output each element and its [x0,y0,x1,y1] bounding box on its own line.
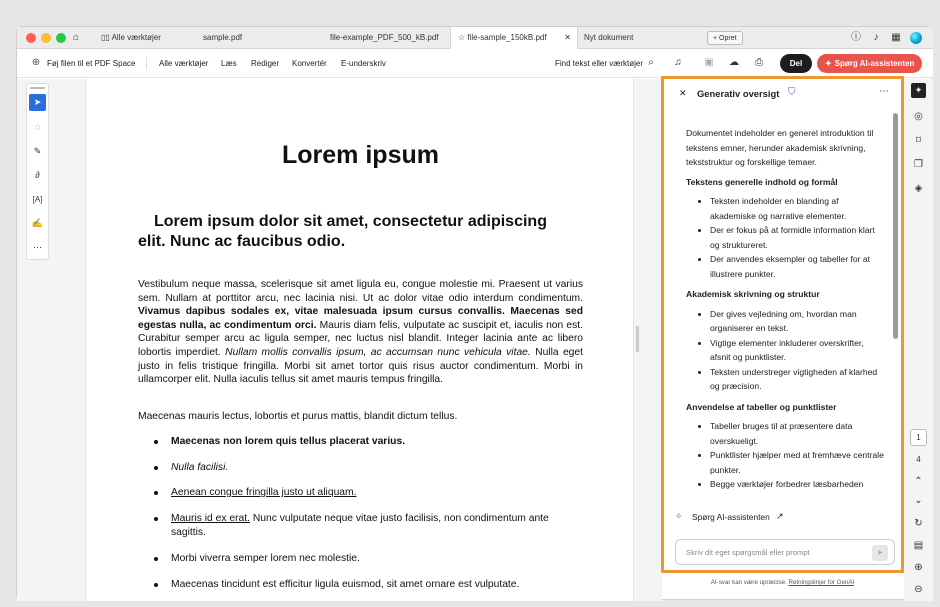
minimize-window-button[interactable] [41,33,51,43]
tab-all-tools[interactable] [97,27,192,49]
text-select-icon[interactable]: [A] [32,195,43,204]
maximize-window-button[interactable] [56,33,66,43]
app-window [16,26,932,600]
underlined-text: Aenean congue fringilla justo ut aliquam. [171,487,357,498]
sign-tool-icon[interactable]: ✍ [31,218,44,228]
search-icon[interactable]: ⌕ [648,57,654,68]
save-icon[interactable]: ▣ [704,57,714,68]
tab-label: file-sample_150kB.pdf [467,33,547,42]
star-icon[interactable]: ☆ [458,33,466,42]
summary-list [686,194,884,281]
bell-icon[interactable]: ♪ [873,32,879,43]
tool-panel [26,83,49,260]
page-fit-icon[interactable]: ▤ [913,540,924,551]
ai-prompt-input[interactable] [675,539,895,565]
tab-label: sample.pdf [203,33,243,42]
tab-file-sample[interactable] [450,27,578,49]
bold-text-run: Vivamus dapibus sodales ex, vitae malesuada ipsum cursus convallis. Maecenas sed egestas nulla, ac condimentum orci. [138,306,583,331]
summary-item: • Der er fokus på at formidle information klart og struktureret. [710,223,884,252]
summary-item: • Teksten understreger vigtigheden af klarhed og præcision. [710,365,884,394]
share-button[interactable]: Del [780,54,812,73]
zoom-out-icon[interactable]: ⊖ [914,584,923,595]
summary-section-title: Akademisk skrivning og struktur [686,289,820,299]
menu-esign[interactable]: E-underskriv [341,59,386,68]
rotate-icon[interactable]: ↻ [914,518,923,529]
more-tools-icon[interactable]: ⋯ [33,242,42,252]
summary-item: • Der anvendes eksempler og tabeller for at illustrere punkter. [710,252,884,281]
panel-handle[interactable] [30,87,45,89]
page-number-input[interactable]: 1 [910,429,927,446]
ask-ai-row [664,507,901,527]
ai-disclaimer [661,579,904,586]
headphones-icon[interactable]: ♫ [674,57,682,68]
tab-label: file-example_PDF_500_kB.pdf [330,33,439,42]
chevron-up-icon[interactable]: ⌃ [914,476,923,487]
ai-assistant-button[interactable] [817,54,922,73]
open-external-icon[interactable]: ↗ [776,511,784,521]
home-icon[interactable]: ⌂ [72,32,80,43]
ai-summary-icon[interactable]: ✦ [911,83,926,98]
ai-spark-icon: ✦ [825,59,832,68]
summary-section-title: Tekstens generelle indhold og formål [686,176,838,187]
text-run: Nunc vulputate neque vitae justo facilisis, non condimentum ante sagittis. [171,513,549,538]
genai-guidelines-link[interactable]: Retningslinjer for GenAI [788,579,855,586]
pages-icon[interactable]: ❐ [914,159,923,170]
find-text-button[interactable]: Find tekst eller værktøjer [555,59,644,68]
tab-new-document[interactable] [584,27,694,49]
summary-item: • Der gives vejledning om, hvordan man organiserer en tekst. [710,307,884,336]
menu-read[interactable]: Læs [221,59,237,68]
tools-icon: ▯▯ [101,33,110,42]
tab-sample[interactable] [203,27,323,49]
tab-bar [17,27,933,49]
panel-resize-handle[interactable] [636,326,639,352]
send-icon[interactable]: ➤ [872,545,888,561]
summary-list [686,307,884,394]
paragraph-1 [138,278,583,387]
prompt-placeholder: Skriv dit eget spørgsmål eller prompt [686,548,810,557]
pdf-page [85,79,634,601]
upload-cloud-icon[interactable]: ☁ [729,57,739,68]
summary-intro: Dokumentet indeholder en generel introduktion til tekstens emner, herunder akademisk skrivning, tekststruktur og forskellige temaer. [686,128,874,167]
comments-icon[interactable]: ◎ [914,111,923,122]
text-run: Vestibulum neque massa, scelerisque sit amet ligula eu, congue molestie mi. Praesent ut varius sem. Nullam at porttitor arcu, nec lacinia nisi. Ut ac dolor vitae odio interdum condimentum. [138,279,583,304]
document-gutter [634,79,662,601]
ai-panel-title: Generativ oversigt [697,88,780,99]
list-item: Maecenas tincidunt est efficitur ligula euismod, sit amet ornare est vulputate. [171,578,583,592]
comment-tool-icon[interactable]: ◌ [34,122,41,132]
select-tool-icon[interactable]: ➤ [29,94,46,111]
list-item: Nulla facilisi. [171,461,583,475]
text-run: Nulla eget justo in felis tristique fringilla. Morbi sit amet tortor quis risus auctor condimentum. Morbi in ullamcorper elit. Nulla iaculis tellus sit amet mauris tempus fringilla. [138,346,584,386]
summary-item: • Teksten indeholder en blanding af akademiske og narrative elementer. [710,194,884,223]
create-button[interactable] [707,31,743,45]
help-icon[interactable]: ⓘ [851,32,861,43]
menu-all-tools[interactable]: Alle værktøjer [159,59,209,68]
ai-panel-header [664,79,901,107]
summary-list [686,419,884,489]
add-pdf-space-button[interactable]: Føj filen til et PDF Space [47,59,136,68]
summary-item: • Vigtige elementer inkluderer overskrifter, afsnit og punktlister. [710,336,884,365]
print-icon[interactable]: ⎙ [755,57,763,68]
apps-icon[interactable]: ▦ [891,32,901,43]
divider [146,57,147,70]
more-options-icon[interactable]: ⋯ [879,86,889,97]
tab-label: Nyt dokument [584,33,634,42]
bookmark-icon[interactable]: ⌑ [915,135,922,146]
text-run: Mauris diam felis, vulputate ac suscipit et, iaculis non est. Curabitur semper arcu ac ligula semper, nec luctus nisl blandit. Integer lacinia ante ac libero lobortis imperdiet. [138,319,583,358]
ai-panel-scrollbar[interactable] [893,113,898,339]
ask-ai-link[interactable]: Spørg AI-assistenten [692,512,770,522]
italic-text-run: Nullam mollis convallis ipsum, ac accumsan nunc vehicula vitae. [225,346,531,358]
chevron-down-icon[interactable]: ⌄ [914,495,923,506]
summary-section-title: Anvendelse af tabeller og punktlister [686,401,837,412]
paragraph-2: Maecenas mauris lectus, lobortis et purus mattis, blandit dictum tellus. [138,411,458,422]
close-panel-icon[interactable]: ✕ [679,88,687,98]
right-rail [904,79,933,601]
summary-item: • Tabeller bruges til at præsentere data overskueligt. [710,419,884,448]
list-item: Morbi viverra semper lorem nec molestie. [171,552,583,566]
highlight-pen-icon[interactable]: ✎ [33,146,42,156]
close-tab-icon[interactable]: ✕ [564,33,571,42]
menu-edit[interactable]: Rediger [251,59,280,68]
ai-summary-content [686,126,884,489]
document-title: Lorem ipsum [282,141,439,169]
list-item: Maecenas non lorem quis tellus placerat varius. [171,435,583,449]
tab-file-example[interactable] [330,27,450,49]
disclaimer-text: AI-svar kan være upræcise. [710,579,787,586]
shield-icon: ⛉ [788,87,796,98]
list-item [171,486,583,500]
close-window-button[interactable] [26,33,36,43]
menu-convert[interactable]: Konvertér [292,59,327,68]
tab-label: Alle værktøjer [111,33,161,42]
layers-icon[interactable]: ◈ [914,183,923,194]
ai-button-label: Spørg AI-assistenten [834,59,915,68]
main-toolbar [17,49,933,78]
ai-chat-icon: ✧ [675,511,683,521]
page-total: 4 [916,455,921,464]
lasso-draw-icon[interactable]: ∂ [35,170,40,180]
underlined-text: Mauris id ex erat. [171,513,250,524]
add-to-space-icon: ⊕ [31,57,41,68]
ai-summary-panel [661,76,904,573]
document-heading: Lorem ipsum dolor sit amet, consectetur adipiscing elit. Nunc ac faucibus odio. [138,213,547,250]
create-label: + Opret [713,35,737,42]
summary-item: • Begge værktøjer forbedrer læsbarheden [710,477,884,492]
summary-item: • Punktlister hjælper med at fremhæve centrale punkter. [710,448,884,477]
avatar[interactable] [910,32,922,44]
zoom-in-icon[interactable]: ⊕ [914,562,923,573]
list-item [171,512,583,539]
